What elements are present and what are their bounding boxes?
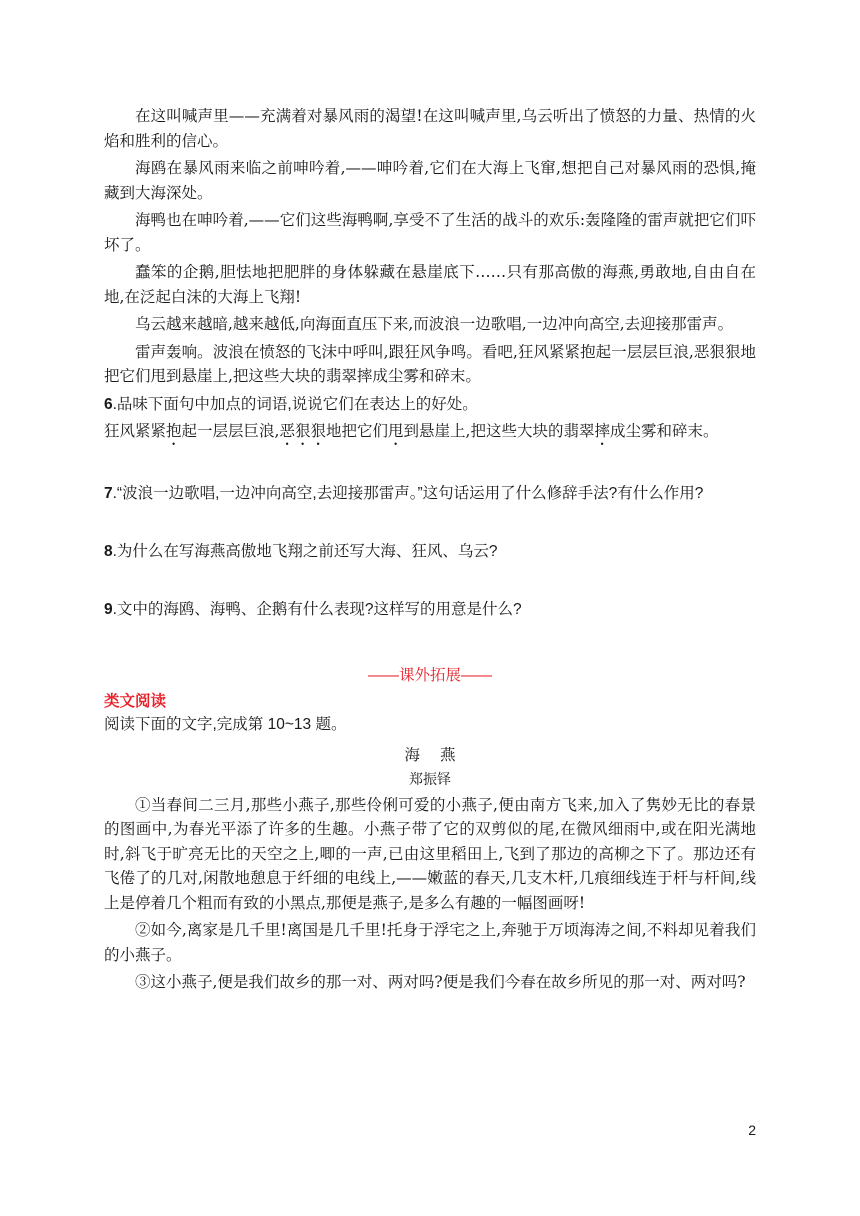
question-7 bbox=[104, 481, 756, 507]
passage-paragraph: 乌云越来越暗,越来越低,向海面直压下来,而波浪一边歌唱,一边冲向高空,去迎接那雷声。 bbox=[135, 315, 734, 333]
passage-paragraph: 在这叫喊声里——充满着对暴风雨的渴望!在这叫喊声里,乌云听出了愤怒的力量、热情的火焰和胜利的信心。 bbox=[104, 107, 756, 150]
passage-paragraph: 海鸥在暴风雨来临之前呻吟着,——呻吟着,它们在大海上飞窜,想把自己对暴风雨的恐惧,掩藏到大海深处。 bbox=[104, 159, 756, 202]
page-content bbox=[104, 104, 756, 998]
page-number: 2 bbox=[748, 1122, 756, 1138]
passage-paragraph: 海鸭也在呻吟着,——它们这些海鸭啊,享受不了生活的战斗的欢乐:轰隆隆的雷声就把它们吓坏了。 bbox=[104, 211, 756, 254]
question-6-sentence bbox=[104, 418, 756, 449]
article-author: 郑振铎 bbox=[409, 771, 451, 788]
article-title: 海燕 bbox=[404, 745, 476, 764]
answer-space bbox=[104, 565, 756, 597]
question-text: .文中的海鸥、海鸭、企鹅有什么表现?这样写的用意是什么? bbox=[112, 600, 522, 618]
dotted-word: 抱 bbox=[166, 421, 182, 440]
answer-space bbox=[104, 507, 756, 539]
article-paragraph: ①当春间二三月,那些小燕子,那些伶俐可爱的小燕子,便由南方飞来,加入了隽妙无比的春景的图画中,为春光平添了许多的生趣。小燕子带了它的双剪似的尾,在微风细雨中,或在阳光满地时,斜飞于旷亮无比的天空之上,唧的一声,已由这里稻田上,飞到了那边的高柳之下了。那边还有飞倦了的几对,闲散地憩息于纤细的电线上,——嫩蓝的春天,几支木杆,几痕细线连于杆与杆间,线上是停着几个粗而有致的小黑点,那便是燕子,是多么有趣的一幅图画呀! bbox=[104, 795, 756, 912]
question-number: 8 bbox=[104, 542, 113, 560]
question-number: 9 bbox=[104, 600, 113, 618]
question-text: .为什么在写海燕高傲地飞翔之前还写大海、狂风、乌云? bbox=[112, 542, 498, 560]
question-8 bbox=[104, 539, 756, 565]
passage-paragraph: 蠢笨的企鹅,胆怯地把肥胖的身体躲藏在悬崖底下……只有那高傲的海燕,勇敢地,自由自在地,在泛起白沫的大海上飞翔! bbox=[104, 263, 756, 306]
question-text: .品味下面句中加点的词语,说说它们在表达上的好处。 bbox=[112, 395, 478, 413]
question-number: 7 bbox=[104, 484, 113, 502]
answer-space bbox=[104, 449, 756, 481]
article-paragraph: ②如今,离家是几千里!离国是几千里!托身于浮宅之上,奔驰于万顷海涛之间,不料却见着我们的小燕子。 bbox=[104, 921, 756, 964]
sentence-part: 成尘雾和碎末。 bbox=[609, 421, 719, 440]
dotted-word: 甩 bbox=[388, 421, 404, 440]
instruction: 阅读下面的文字,完成第 10~13 题。 bbox=[104, 715, 347, 733]
passage-paragraph: 雷声轰响。波浪在愤怒的飞沫中呼叫,跟狂风争鸣。看吧,狂风紧紧抱起一层层巨浪,恶狠狠地把它们甩到悬崖上,把这些大块的翡翠摔成尘雾和碎末。 bbox=[104, 342, 756, 385]
question-6 bbox=[104, 392, 756, 418]
sentence-part: 起一层层巨浪, bbox=[181, 421, 280, 440]
sentence-part: 到悬崖上,把这些大块的翡翠 bbox=[403, 421, 595, 440]
question-9 bbox=[104, 597, 756, 623]
dotted-word: 恶狠狠 bbox=[279, 421, 326, 440]
section-title: ——课外拓展—— bbox=[367, 666, 492, 684]
subsection-heading: 类文阅读 bbox=[104, 692, 167, 710]
dotted-word: 摔 bbox=[594, 421, 610, 440]
question-text: .“波浪一边歌唱,一边冲向高空,去迎接那雷声。”这句话运用了什么修辞手法?有什么作用? bbox=[112, 484, 704, 502]
question-number: 6 bbox=[104, 395, 113, 413]
article-paragraph: ③这小燕子,便是我们故乡的那一对、两对吗?便是我们今春在故乡所见的那一对、两对吗? bbox=[135, 973, 746, 991]
sentence-part: 狂风紧紧 bbox=[104, 421, 167, 440]
sentence-part: 地把它们 bbox=[325, 421, 388, 440]
